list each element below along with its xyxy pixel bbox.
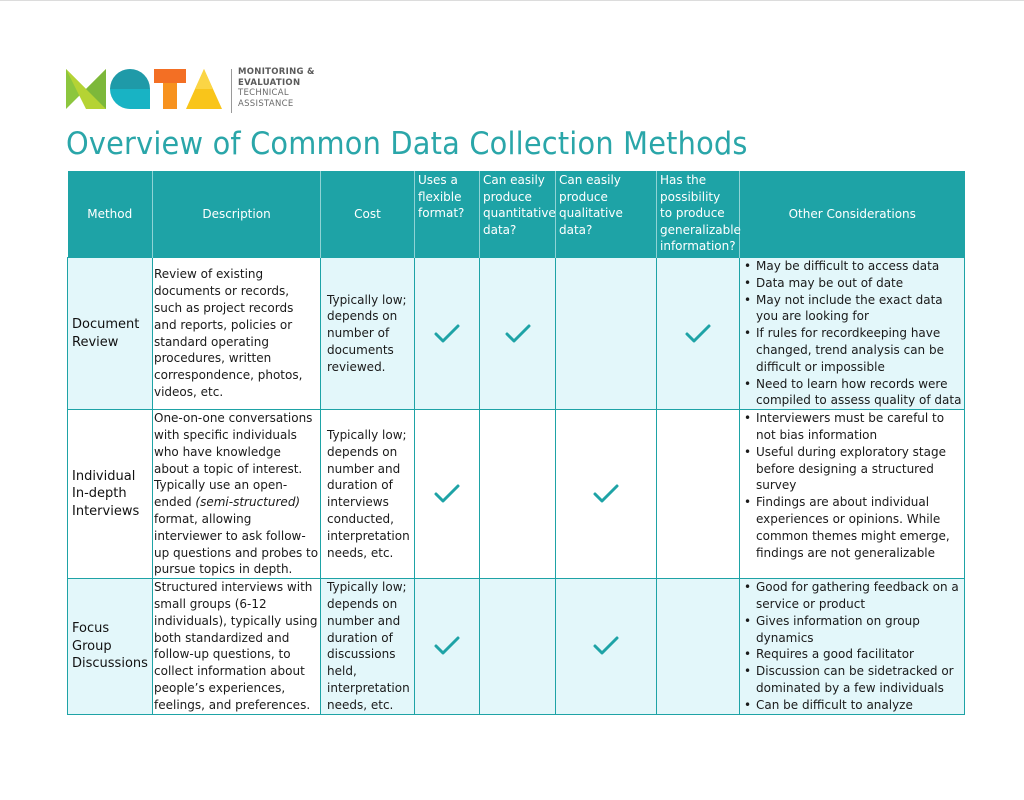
other-considerations-cell [740, 579, 965, 714]
check-icon [592, 635, 620, 657]
qualitative-cell [556, 258, 657, 410]
methods-table [67, 171, 965, 715]
check-icon [504, 323, 532, 345]
check-icon [433, 483, 461, 505]
list-item: • May be difficult to access data [742, 258, 962, 275]
method-cell: Focus Group Discussions [68, 579, 153, 714]
quantitative-cell [480, 579, 556, 714]
description-cell [153, 410, 321, 579]
other-considerations-cell [740, 410, 965, 579]
top-border [0, 0, 1024, 1]
generalizable-cell [657, 258, 740, 410]
cost-cell: Typically low; depends on number and duration of discussions held, interpretation needs, etc. [321, 579, 415, 714]
cost-cell: Typically low; depends on number of documents reviewed. [321, 258, 415, 410]
list-item: • Requires a good facilitator [742, 646, 962, 663]
list-item: • Can be difficult to analyze [742, 697, 962, 714]
description-cell: Review of existing documents or records, such as project records and reports, policies or standard operating procedures, written correspondence, photos, videos, etc. [153, 258, 321, 410]
list-item: • Gives information on group dynamics [742, 613, 962, 647]
header-quantitative: Can easily produce quantitative data? [480, 171, 556, 258]
flexible-cell [415, 410, 480, 579]
check-icon [684, 323, 712, 345]
qualitative-cell [556, 579, 657, 714]
header-description: Description [153, 171, 321, 258]
header-other: Other Considerations [740, 171, 965, 258]
meta-logo [66, 65, 326, 115]
quantitative-cell [480, 410, 556, 579]
quantitative-cell [480, 258, 556, 410]
considerations-list [742, 258, 962, 409]
check-icon [592, 483, 620, 505]
logo-divider [231, 69, 232, 113]
list-item: • May not include the exact data you are looking for [742, 292, 962, 326]
flexible-cell [415, 579, 480, 714]
list-item: • Useful during exploratory stage before designing a structured survey [742, 444, 962, 494]
method-cell: Document Review [68, 258, 153, 410]
description-text: format, allowing interviewer to ask follow-up questions and probes to pursue topics in depth. [154, 511, 319, 577]
logo-line-4: ASSISTANCE [238, 98, 294, 109]
description-text: One-on-one conversations with specific individuals who have knowledge about a topic of interest. Typically use an open-ended [154, 411, 313, 510]
description-cell: Structured interviews with small groups (6-12 individuals), typically using both standardized and follow-up questions, to collect information about people’s experiences, feelings, and preferences. [153, 579, 321, 714]
generalizable-cell [657, 579, 740, 714]
list-item: • Interviewers must be careful to not bias information [742, 410, 962, 444]
logo-line-3: TECHNICAL [238, 88, 289, 98]
considerations-list [742, 410, 962, 561]
header-method: Method [68, 171, 153, 258]
page-title: Overview of Common Data Collection Methods [66, 126, 748, 162]
header-generalizable: Has the possibility to produce generalizable information? [657, 171, 740, 258]
table-row-document-review [68, 258, 965, 410]
flexible-cell [415, 258, 480, 410]
list-item: • Good for gathering feedback on a service or product [742, 579, 962, 613]
header-flexible: Uses a flexible format? [415, 171, 480, 258]
considerations-list [742, 579, 962, 713]
generalizable-cell [657, 410, 740, 579]
table-row-focus-groups [68, 579, 965, 714]
header-row [68, 171, 965, 258]
qualitative-cell [556, 410, 657, 579]
table-row-individual-interviews [68, 410, 965, 579]
header-qualitative: Can easily produce qualitative data? [556, 171, 657, 258]
check-icon [433, 323, 461, 345]
logo-line-1: MONITORING & [238, 67, 315, 77]
cost-cell: Typically low; depends on number and duration of interviews conducted, interpretation needs, etc. [321, 410, 415, 579]
method-cell: Individual In-depth Interviews [68, 410, 153, 579]
header-cost: Cost [321, 171, 415, 258]
meta-logo-mark [66, 65, 226, 111]
list-item: • Findings are about individual experiences or opinions. While common themes might emerge, findings are not generalizable [742, 494, 962, 561]
list-item: • Discussion can be sidetracked or dominated by a few individuals [742, 663, 962, 697]
description-emphasis: (semi-structured) [195, 495, 301, 510]
other-considerations-cell [740, 258, 965, 410]
list-item: • Data may be out of date [742, 275, 962, 292]
logo-line-2: EVALUATION [238, 77, 301, 88]
list-item: • If rules for recordkeeping have changed, trend analysis can be difficult or impossible [742, 325, 962, 375]
list-item: • Need to learn how records were compiled to assess quality of data [742, 376, 962, 410]
check-icon [433, 635, 461, 657]
logo-tagline [238, 67, 315, 109]
